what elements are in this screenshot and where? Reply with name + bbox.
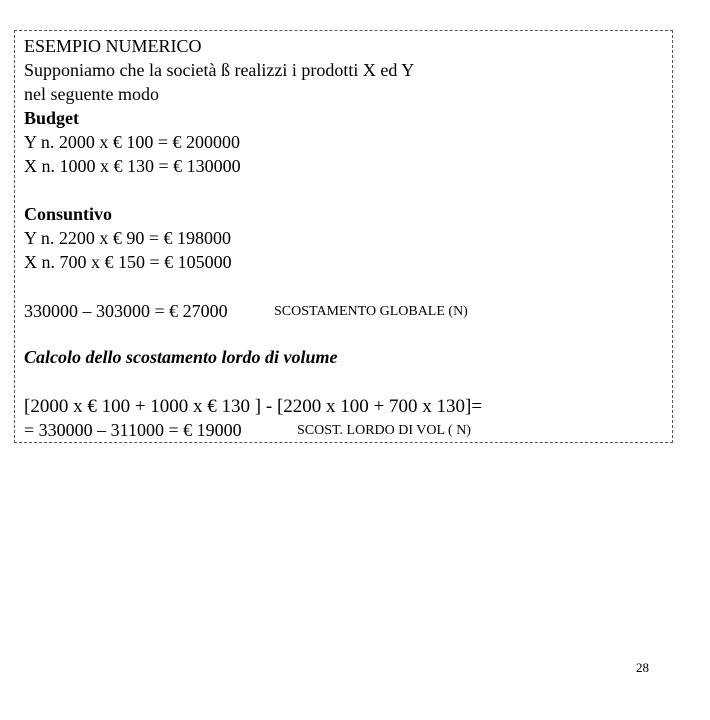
budget-title: Budget [24,108,80,128]
consuntivo-title: Consuntivo [24,204,113,224]
budget-row-y: Y n. 2000 x € 100 = € 200000 [24,132,240,152]
consuntivo-row-y: Y n. 2200 x € 90 = € 198000 [24,228,231,248]
volume-formula-line-2: = 330000 – 311000 = € 19000 [24,420,242,440]
volume-formula-line-1: [2000 x € 100 + 1000 x € 130 ] - [2200 x 100 + 700 x 130]= [24,396,483,417]
intro-line-1: Supponiamo che la società ß realizzi i prodotti X ed Y [24,60,415,80]
consuntivo-row-x: X n. 700 x € 150 = € 105000 [24,252,232,272]
intro-line-2: nel seguente modo [24,84,159,104]
budget-row-x: X n. 1000 x € 130 = € 130000 [24,156,241,176]
volume-variance-label: SCOST. LORDO DI VOL ( N) [297,423,471,438]
example-heading: ESEMPIO NUMERICO [24,36,202,56]
global-variance-label: SCOSTAMENTO GLOBALE (N) [274,304,468,319]
global-variance-formula: 330000 – 303000 = € 27000 [24,301,228,321]
page-number: 28 [636,660,649,675]
volume-variance-title: Calcolo dello scostamento lordo di volume [24,347,338,367]
